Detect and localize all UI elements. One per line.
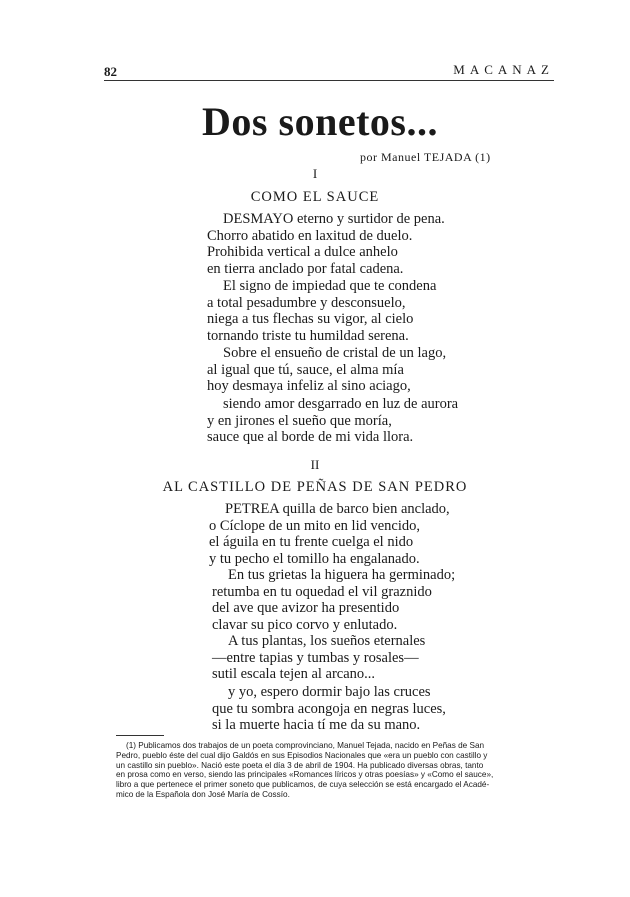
- verse-line: Chorro abatido en laxitud de duelo.: [207, 227, 413, 244]
- verse-line: y tu pecho el tomillo ha engalanado.: [209, 550, 420, 567]
- verse-line: A tus plantas, los sueños eternales: [228, 633, 426, 649]
- header-rule: [104, 80, 554, 81]
- sonnet-2-stanza-1: [209, 501, 450, 567]
- sonnet-1-title: COMO EL SAUCE: [250, 189, 380, 205]
- verse-line: DESMAYO eterno y surtidor de pena.: [223, 211, 445, 227]
- verse-line: Prohibida vertical a dulce anhelo: [207, 244, 398, 260]
- running-head: MACANAZ: [453, 62, 554, 77]
- verse-line: tornando triste tu humildad serena.: [207, 327, 409, 344]
- verse-line: al igual que tú, sauce, el alma mía: [207, 361, 404, 378]
- footnote: [116, 741, 558, 800]
- verse-line: sutil escala tejen al arcano...: [212, 666, 376, 682]
- verse-line: PETREA quilla de barco bien anclado,: [225, 501, 450, 517]
- footnote-rule: [116, 735, 164, 736]
- title-text: Dos sonetos...: [202, 99, 438, 144]
- footnote-line: libro a que pertenece el primer soneto que publicamos, de cuya selección se está encargado el Acadé-: [116, 780, 490, 790]
- sonnet-1-stanza-3: [207, 345, 446, 395]
- sonnet-2-stanza-4: [212, 684, 446, 734]
- sonnet-1-stanza-2: [207, 278, 436, 344]
- verse-line: y en jirones el sueño que moría,: [207, 412, 392, 429]
- verse-line: a total pesadumbre y desconsuelo,: [207, 294, 406, 311]
- verse-line: del ave que avizor ha presentido: [212, 600, 400, 616]
- verse-line: —entre tapias y tumbas y rosales—: [212, 649, 419, 666]
- sonnet-2-stanza-3: [212, 633, 425, 683]
- sonnet-1-numeral: I: [312, 166, 318, 181]
- verse-line: hoy desmaya infeliz al sino aciago,: [207, 378, 411, 394]
- verse-line: en tierra anclado por fatal cadena.: [207, 260, 404, 277]
- page-title: [0, 98, 630, 145]
- verse-line: niega a tus flechas su vigor, al cielo: [207, 311, 414, 327]
- sonnet-1-stanza-1: [207, 211, 445, 277]
- footnote-line: en prosa como en verso, siendo las principales «Romances líricos y otras poesías» y «Como el sauce»,: [116, 770, 494, 780]
- verse-line: clavar su pico corvo y enlutado.: [212, 616, 398, 633]
- verse-line: siendo amor desgarrado en luz de aurora: [223, 396, 459, 412]
- footnote-line: mico de la Española don José María de Cossío.: [116, 789, 290, 799]
- sonnet-2-numeral: II: [310, 457, 320, 472]
- verse-line: que tu sombra acongoja en negras luces,: [212, 700, 446, 717]
- sonnet-1-stanza-4: [207, 396, 458, 446]
- sonnet-2-title: AL CASTILLO DE PEÑAS DE SAN PEDRO: [162, 479, 468, 495]
- verse-line: El signo de impiedad que te condena: [223, 278, 437, 294]
- footnote-line: un castillo sin pueblo». Nació este poeta el día 3 de abril de 1904. Ha publicado diversas obras, tanto: [116, 760, 484, 770]
- verse-line: si la muerte hacia tí me da su mano.: [212, 717, 421, 733]
- verse-line: sauce que al borde de mi vida llora.: [207, 429, 414, 445]
- verse-line: En tus grietas la higuera ha germinado;: [228, 567, 456, 583]
- verse-line: retumba en tu oquedad el vil graznido: [212, 583, 432, 600]
- footnote-line: Pedro, pueblo éste del cual dijo Galdós en sus Episodios Nacionales que «era un pueblo con castillo y: [116, 750, 488, 760]
- footnote-line: (1) Publicamos dos trabajos de un poeta comprovinciano, Manuel Tejada, nacido en Peñas de San: [126, 741, 485, 750]
- page-number: 82: [104, 64, 117, 79]
- verse-line: o Cíclope de un mito en lid vencido,: [209, 517, 421, 534]
- verse-line: el águila en tu frente cuelga el nido: [209, 534, 414, 550]
- byline: por Manuel TEJADA (1): [360, 150, 491, 164]
- verse-line: Sobre el ensueño de cristal de un lago,: [223, 345, 447, 361]
- verse-line: y yo, espero dormir bajo las cruces: [228, 684, 431, 700]
- sonnet-2-stanza-2: [212, 567, 455, 633]
